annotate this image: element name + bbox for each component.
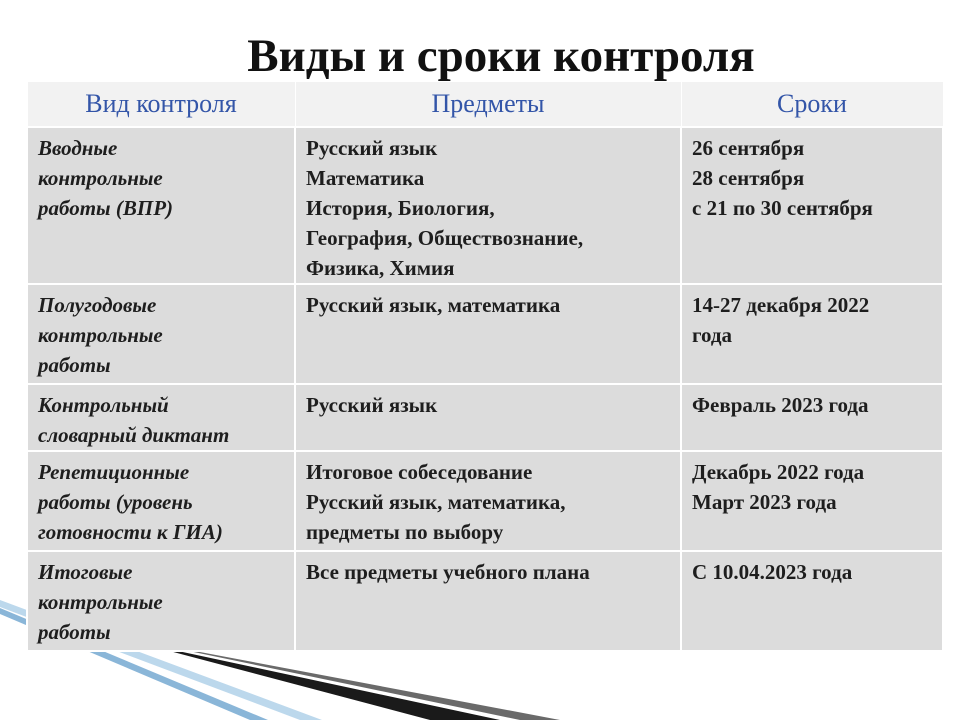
- cell-line: работы: [38, 620, 111, 644]
- cell-subjects: [295, 127, 681, 284]
- cell-line: Физика, Химия: [306, 256, 455, 280]
- cell-line: 28 сентября: [692, 166, 805, 190]
- cell-line: Полугодовые: [38, 293, 157, 317]
- cell-line: года: [692, 323, 733, 347]
- cell-line: Русский язык: [306, 136, 438, 160]
- cell-line: готовности к ГИА): [38, 520, 223, 544]
- cell-line: Итоговые: [38, 560, 133, 584]
- cell-line: 14-27 декабря 2022: [692, 293, 870, 317]
- cell-line: предметы по выбору: [306, 520, 504, 544]
- header-terms: Сроки: [681, 82, 943, 128]
- control-schedule-table: [26, 81, 944, 652]
- cell-line: контрольные: [38, 166, 163, 190]
- cell-line: Вводные: [38, 136, 118, 160]
- cell-line: С 10.04.2023 года: [692, 560, 853, 584]
- cell-line: Март 2023 года: [692, 490, 837, 514]
- cell-kind: [27, 127, 295, 284]
- cell-line: работы: [38, 353, 111, 377]
- cell-line: словарный диктант: [38, 423, 230, 447]
- cell-kind: [27, 551, 295, 651]
- cell-line: Итоговое собеседование: [306, 460, 533, 484]
- cell-terms: [681, 284, 943, 384]
- table-row: [27, 284, 943, 384]
- cell-subjects: [295, 551, 681, 651]
- cell-line: контрольные: [38, 590, 163, 614]
- cell-terms: [681, 127, 943, 284]
- cell-terms: [681, 551, 943, 651]
- cell-line: работы (уровень: [38, 490, 193, 514]
- cell-line: Русский язык, математика: [306, 293, 561, 317]
- cell-subjects: [295, 284, 681, 384]
- cell-line: Репетиционные: [38, 460, 190, 484]
- cell-line: Декабрь 2022 года: [692, 460, 865, 484]
- header-kind: Вид контроля: [27, 82, 295, 128]
- cell-line: География, Обществознание,: [306, 226, 584, 250]
- cell-subjects: [295, 384, 681, 451]
- cell-terms: [681, 451, 943, 551]
- cell-terms: [681, 384, 943, 451]
- page-title: Виды и сроки контроля: [247, 30, 755, 82]
- table-row: [27, 384, 943, 451]
- table-row: [27, 551, 943, 651]
- cell-line: с 21 по 30 сентября: [692, 196, 873, 220]
- cell-kind: [27, 284, 295, 384]
- table-row: [27, 451, 943, 551]
- cell-line: работы (ВПР): [38, 196, 174, 220]
- table-row: [27, 127, 943, 284]
- header-subjects: Предметы: [295, 82, 681, 128]
- cell-line: Контрольный: [38, 393, 169, 417]
- cell-line: 26 сентября: [692, 136, 805, 160]
- table-header-row: [27, 82, 943, 128]
- cell-line: Русский язык, математика,: [306, 490, 566, 514]
- cell-line: контрольные: [38, 323, 163, 347]
- cell-line: Февраль 2023 года: [692, 393, 869, 417]
- cell-line: История, Биология,: [306, 196, 495, 220]
- cell-subjects: [295, 451, 681, 551]
- cell-line: Все предметы учебного плана: [306, 560, 590, 584]
- cell-kind: [27, 384, 295, 451]
- cell-kind: [27, 451, 295, 551]
- cell-line: Математика: [306, 166, 425, 190]
- cell-line: Русский язык: [306, 393, 438, 417]
